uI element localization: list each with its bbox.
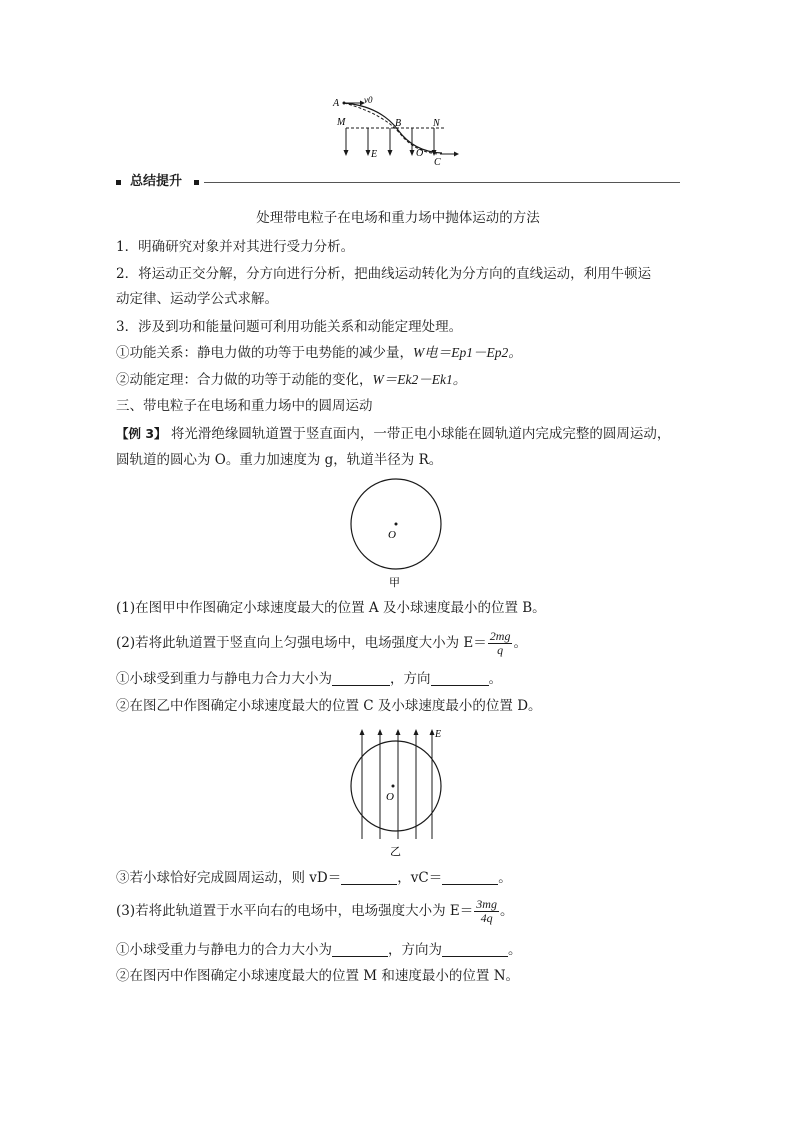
label-v0: v0: [364, 95, 373, 105]
example-3-tag: 【例 3】: [116, 426, 167, 441]
question-3-end: 。: [499, 903, 514, 919]
fig-yi-caption: 乙: [390, 846, 401, 858]
question-3-1-a: ①小球受重力与静电力的合力大小为: [116, 942, 332, 958]
question-2-num: 2mg: [489, 629, 511, 643]
question-3-1-c: 。: [508, 942, 522, 958]
label-O: O: [416, 148, 424, 159]
answer-blank-force-3[interactable]: [332, 942, 388, 957]
example-3-text-1: 将光滑绝缘圆轨道置于竖直面内，一带正电小球能在圆轨道内完成完整的圆周运动，: [170, 426, 671, 442]
question-3-1: [116, 940, 522, 960]
summary-item-3-1: [116, 343, 522, 363]
question-2-3-a: ③若小球恰好完成圆周运动，则 vD＝: [116, 870, 342, 886]
summary-item-3: 3．涉及到功和能量问题可利用功能关系和动能定理处理。: [116, 319, 463, 335]
question-2-text: (2)若将此轨道置于竖直向上匀强电场中，电场强度大小为 E＝: [116, 635, 487, 651]
summary-item-1: 1．明确研究对象并对其进行受力分析。: [116, 239, 355, 255]
fig-yi-E: E: [435, 729, 442, 740]
summary-title: 处理带电粒子在电场和重力场中抛体运动的方法: [256, 210, 540, 226]
question-3-1-b: ，方向为: [388, 942, 442, 958]
answer-blank-direction-3[interactable]: [442, 942, 508, 957]
label-M: M: [337, 117, 346, 128]
question-2-end: 。: [513, 635, 527, 651]
heading-rule: [204, 182, 680, 183]
question-3-fraction: [474, 898, 499, 925]
question-2: [116, 628, 527, 658]
question-2-3-b: ，vC＝: [397, 870, 443, 886]
summary-item-2a: 2．将运动正交分解，分方向进行分析，把曲线运动转化为分方向的直线运动，利用牛顿运: [116, 266, 652, 282]
answer-blank-force[interactable]: [332, 671, 390, 686]
summary-item-3-1-text: ①功能关系：静电力做的功等于电势能的减少量，: [116, 345, 413, 361]
question-2-1-b: ，方向: [390, 671, 431, 687]
summary-heading-bar: [116, 176, 680, 190]
summary-item-3-1-formula: W电＝Ep1－Ep2。: [413, 345, 522, 360]
summary-item-2b: 动定律、运动学公式求解。: [116, 291, 278, 307]
projectile-figure: [330, 92, 465, 167]
question-2-fraction: [488, 630, 513, 657]
question-2-3-c: 。: [498, 870, 512, 886]
summary-item-3-2-formula: W＝Ek2－Ek1。: [372, 372, 467, 387]
question-3-2: ②在图丙中作图确定小球速度最大的位置 M 和速度最小的位置 N。: [116, 968, 520, 984]
figure-jia: [346, 476, 446, 592]
question-3-text: (3)若将此轨道置于水平向右的电场中，电场强度大小为 E＝: [116, 903, 474, 919]
label-C: C: [434, 157, 441, 167]
heading-square-right: [194, 180, 199, 185]
figure-yi: [346, 724, 450, 860]
heading-square-left: [116, 180, 121, 185]
question-2-3: [116, 868, 512, 888]
label-E: E: [371, 149, 378, 160]
question-3-num: 3mg: [476, 897, 497, 911]
question-2-2: ②在图乙中作图确定小球速度最大的位置 C 及小球速度最小的位置 D。: [116, 698, 542, 714]
label-B: B: [395, 118, 402, 129]
question-2-den: q: [497, 643, 504, 657]
answer-blank-vD[interactable]: [341, 870, 397, 885]
summary-item-3-2: [116, 370, 466, 390]
label-A: A: [333, 98, 340, 109]
fig-yi-O: O: [386, 791, 394, 803]
question-2-1-a: ①小球受到重力与静电力合力大小为: [116, 671, 332, 687]
question-2-1: [116, 669, 502, 689]
answer-blank-direction[interactable]: [431, 671, 489, 686]
section-3-title: 三、带电粒子在电场和重力场中的圆周运动: [116, 398, 373, 414]
fig-jia-O: O: [388, 529, 396, 541]
question-2-1-c: 。: [488, 671, 502, 687]
label-N: N: [433, 118, 440, 129]
answer-blank-vC[interactable]: [442, 870, 498, 885]
question-3: [116, 896, 513, 926]
question-3-den: 4q: [480, 911, 493, 925]
summary-heading: 总结提升: [130, 174, 183, 189]
example-3-line-1: [116, 424, 670, 444]
fig-jia-caption: 甲: [389, 577, 400, 589]
example-3-line-2: 圆轨道的圆心为 O。重力加速度为 g，轨道半径为 R。: [116, 452, 443, 468]
question-1: (1)在图甲中作图确定小球速度最大的位置 A 及小球速度最小的位置 B。: [116, 600, 546, 616]
summary-item-3-2-text: ②动能定理：合力做的功等于动能的变化，: [116, 372, 373, 388]
